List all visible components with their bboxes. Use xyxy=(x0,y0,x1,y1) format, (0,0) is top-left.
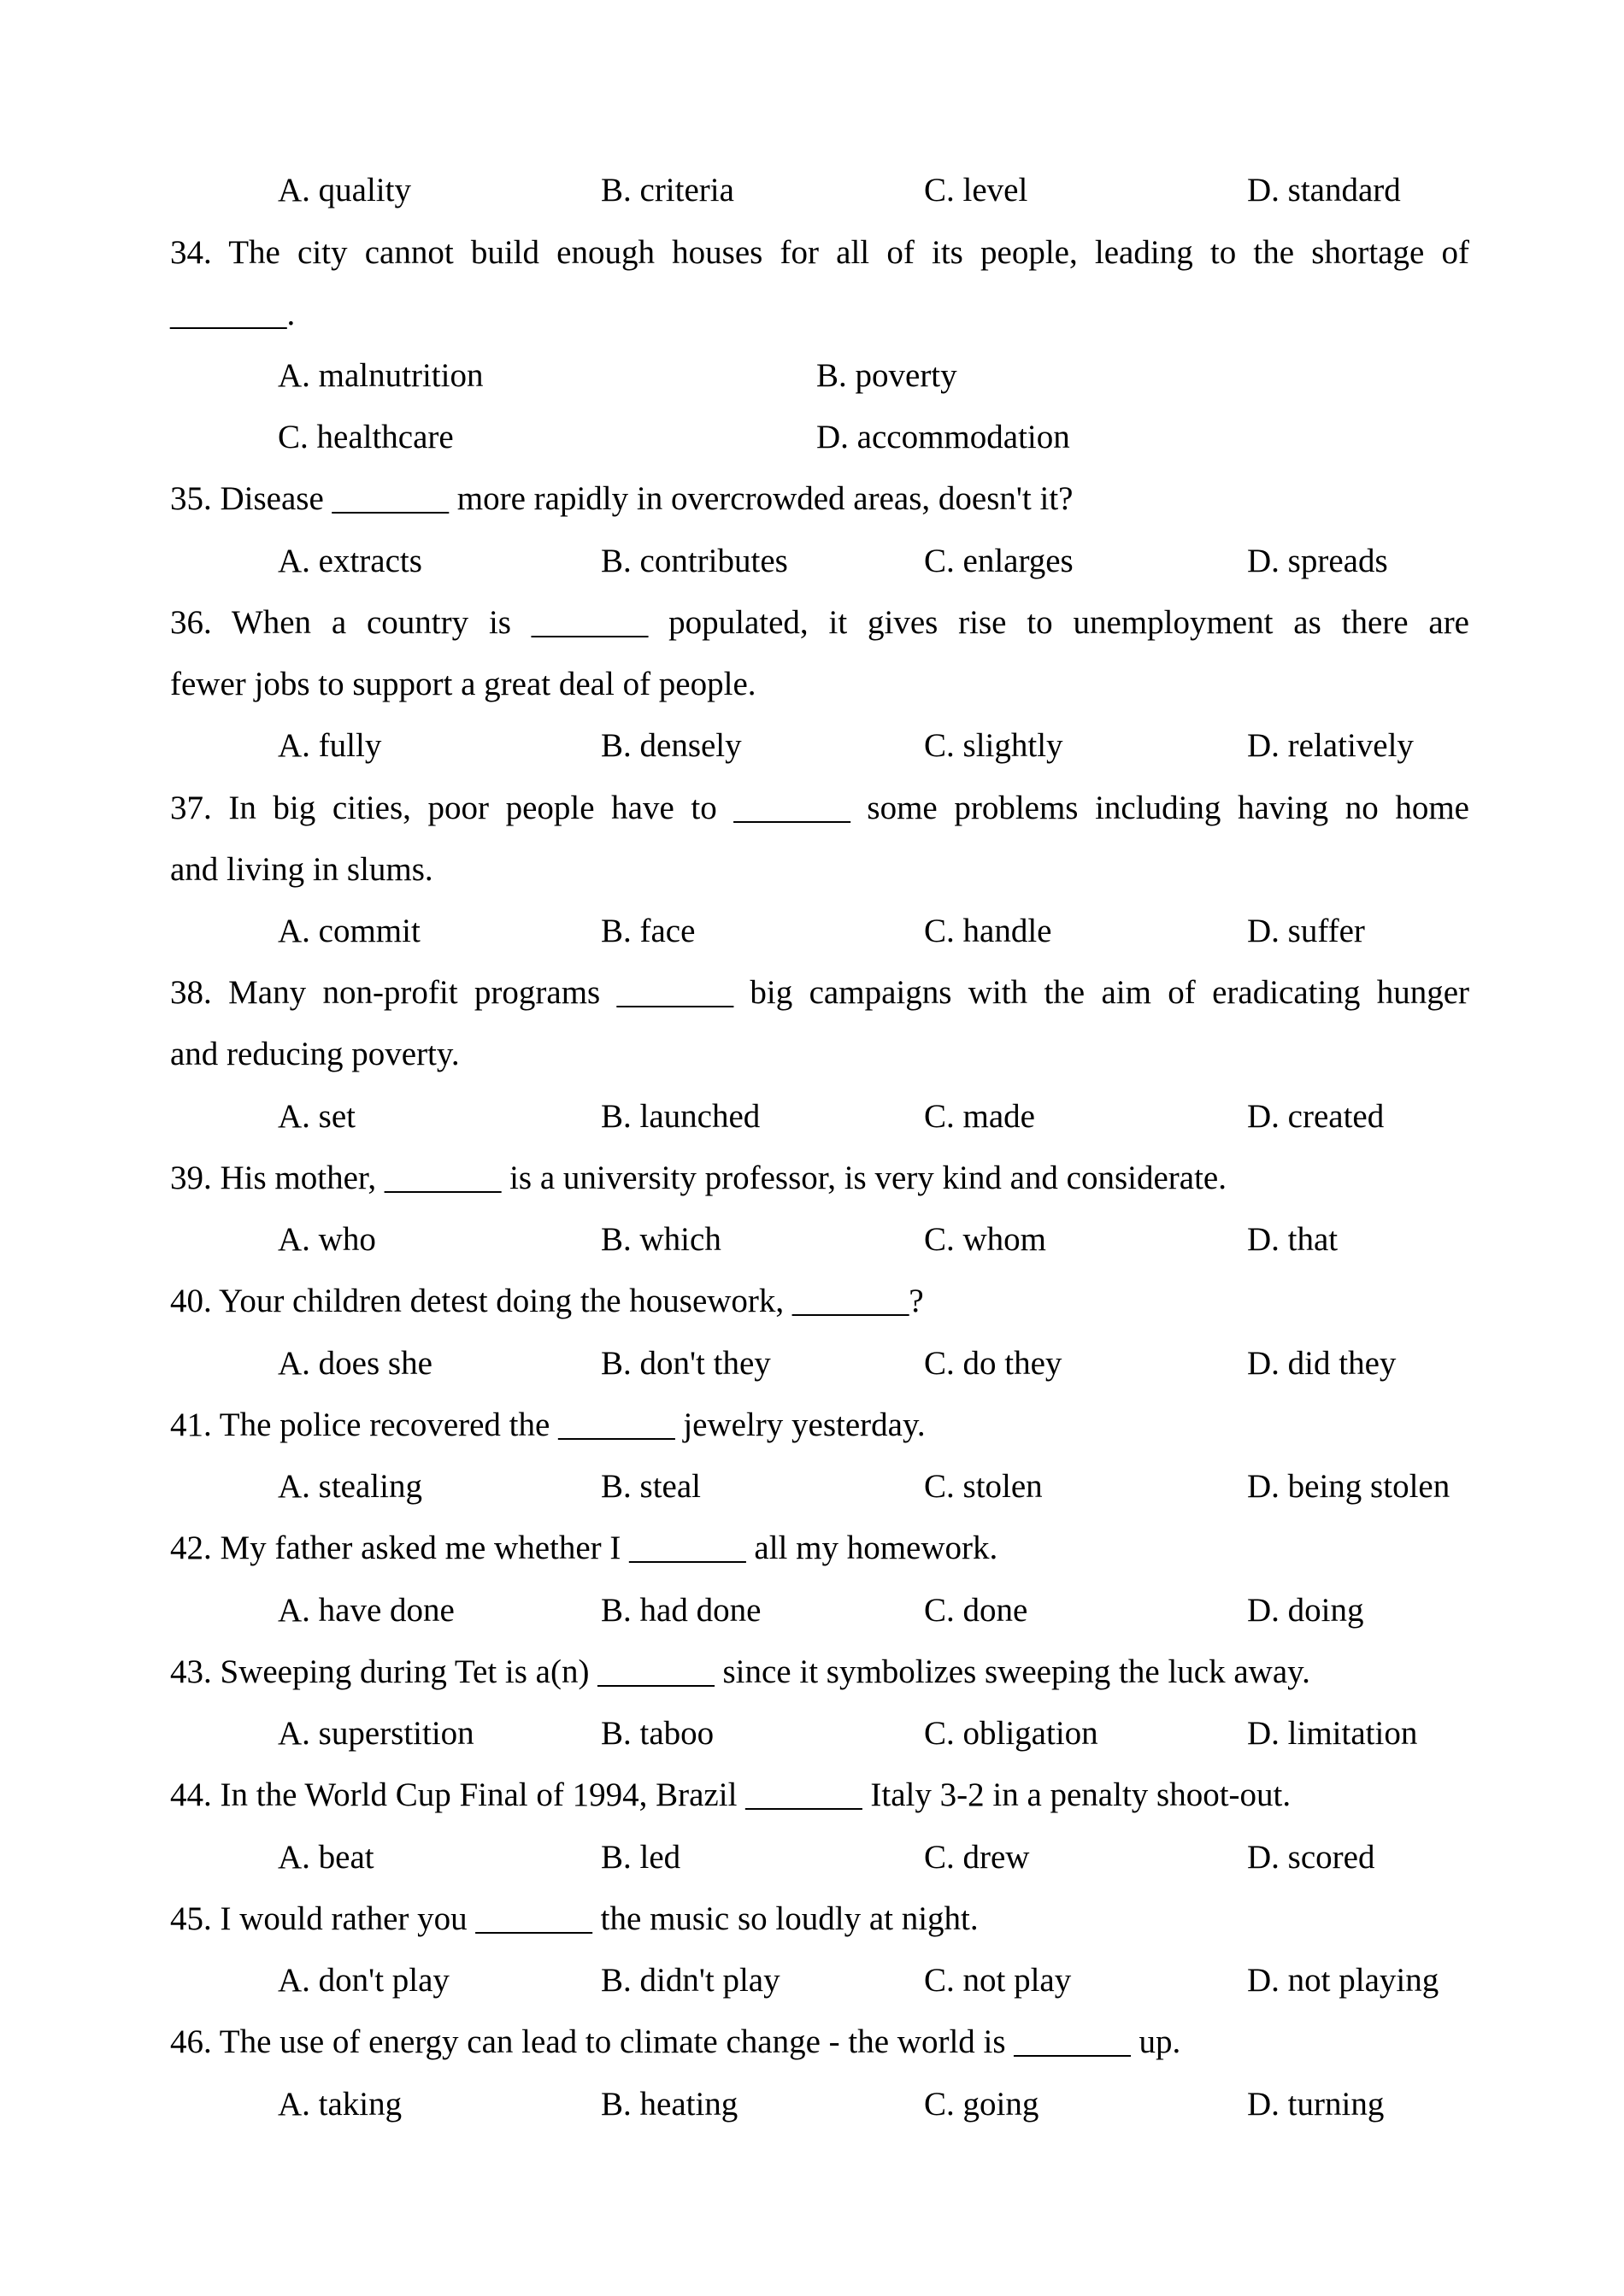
q46-option-b: B. heating xyxy=(601,2086,738,2123)
q35-question: 35. Disease _______ more rapidly in overcrowded areas, doesn't it? xyxy=(170,480,1074,517)
q34-option-d: D. accommodation xyxy=(816,419,1070,455)
q38-option-d: D. created xyxy=(1247,1098,1385,1135)
q35-option-a: A. extracts xyxy=(278,543,422,579)
q41-option-d: D. being stolen xyxy=(1247,1468,1450,1505)
q38-question-line-1: 38. Many non-profit programs _______ big campaigns with the aim of eradicating hunger xyxy=(170,974,1469,1011)
q45-option-d: D. not playing xyxy=(1247,1962,1439,1999)
q45-options xyxy=(170,1960,1469,2001)
q36-option-c: C. slightly xyxy=(924,727,1063,764)
q38-options xyxy=(170,1096,1469,1137)
q44-option-c: C. drew xyxy=(924,1839,1030,1876)
q35-option-d: D. spreads xyxy=(1247,543,1388,579)
q46-options xyxy=(170,2084,1469,2125)
q39-option-c: C. whom xyxy=(924,1221,1047,1258)
q37-option-a: A. commit xyxy=(278,913,421,949)
q41-option-c: C. stolen xyxy=(924,1468,1043,1505)
q37-option-b: B. face xyxy=(601,913,696,949)
q41-option-a: A. stealing xyxy=(278,1468,422,1505)
q46-question: 46. The use of energy can lead to climate change - the world is _______ up. xyxy=(170,2023,1181,2060)
q42-options xyxy=(170,1590,1469,1631)
q42-option-b: B. had done xyxy=(601,1592,762,1629)
q34-options-row-1 xyxy=(170,355,1469,396)
q46-option-a: A. taking xyxy=(278,2086,403,2123)
q34-question-line-2: _______. xyxy=(170,296,296,332)
q39-option-d: D. that xyxy=(1247,1221,1339,1258)
q42-question: 42. My father asked me whether I _______ all my homework. xyxy=(170,1530,998,1566)
q38-option-c: C. made xyxy=(924,1098,1035,1135)
q35-options xyxy=(170,541,1469,582)
q42-option-c: C. done xyxy=(924,1592,1028,1629)
q39-options xyxy=(170,1219,1469,1260)
q44-option-a: A. beat xyxy=(278,1839,374,1876)
q38-question-line-2: and reducing poverty. xyxy=(170,1036,460,1072)
q33-option-a: A. quality xyxy=(278,172,411,208)
q45-option-b: B. didn't play xyxy=(601,1962,780,1999)
q36-options xyxy=(170,725,1469,766)
q34-options-row-2 xyxy=(170,417,1469,458)
q43-question: 43. Sweeping during Tet is a(n) _______ since it symbolizes sweeping the luck away. xyxy=(170,1653,1310,1690)
q39-option-a: A. who xyxy=(278,1221,376,1258)
q36-question-line-1: 36. When a country is _______ populated, it gives rise to unemployment as there are xyxy=(170,604,1469,641)
q36-question-line-2: fewer jobs to support a great deal of people. xyxy=(170,666,756,702)
q44-option-d: D. scored xyxy=(1247,1839,1375,1876)
q36-option-b: B. densely xyxy=(601,727,742,764)
q46-option-d: D. turning xyxy=(1247,2086,1385,2123)
q43-option-b: B. taboo xyxy=(601,1715,715,1752)
q42-option-d: D. doing xyxy=(1247,1592,1364,1629)
q35-option-c: C. enlarges xyxy=(924,543,1074,579)
q34-option-c: C. healthcare xyxy=(278,419,454,455)
q37-question-line-2: and living in slums. xyxy=(170,851,433,888)
q39-option-b: B. which xyxy=(601,1221,721,1258)
q33-option-d: D. standard xyxy=(1247,172,1401,208)
q40-question: 40. Your children detest doing the housework, _______? xyxy=(170,1283,924,1319)
q40-option-c: C. do they xyxy=(924,1345,1062,1382)
q40-option-b: B. don't they xyxy=(601,1345,771,1382)
q39-question: 39. His mother, _______ is a university professor, is very kind and considerate. xyxy=(170,1160,1227,1196)
q36-option-a: A. fully xyxy=(278,727,382,764)
q45-option-c: C. not play xyxy=(924,1962,1072,1999)
q38-option-a: A. set xyxy=(278,1098,356,1135)
q43-option-c: C. obligation xyxy=(924,1715,1098,1752)
q41-option-b: B. steal xyxy=(601,1468,701,1505)
q33-option-c: C. level xyxy=(924,172,1028,208)
q40-option-d: D. did they xyxy=(1247,1345,1397,1382)
q44-option-b: B. led xyxy=(601,1839,681,1876)
q37-options xyxy=(170,911,1469,952)
q44-question: 44. In the World Cup Final of 1994, Brazil _______ Italy 3-2 in a penalty shoot-out. xyxy=(170,1776,1292,1813)
q42-option-a: A. have done xyxy=(278,1592,455,1629)
q44-options xyxy=(170,1837,1469,1878)
q43-options xyxy=(170,1713,1469,1754)
q40-option-a: A. does she xyxy=(278,1345,432,1382)
q37-option-c: C. handle xyxy=(924,913,1052,949)
q45-option-a: A. don't play xyxy=(278,1962,450,1999)
q43-option-a: A. superstition xyxy=(278,1715,474,1752)
q38-option-b: B. launched xyxy=(601,1098,761,1135)
q33-options xyxy=(170,170,1469,211)
q34-option-a: A. malnutrition xyxy=(278,357,484,394)
q46-option-c: C. going xyxy=(924,2086,1039,2123)
q43-option-d: D. limitation xyxy=(1247,1715,1418,1752)
q37-option-d: D. suffer xyxy=(1247,913,1365,949)
q36-option-d: D. relatively xyxy=(1247,727,1414,764)
q35-option-b: B. contributes xyxy=(601,543,788,579)
q41-question: 41. The police recovered the _______ jewelry yesterday. xyxy=(170,1406,926,1443)
q34-option-b: B. poverty xyxy=(816,357,957,394)
q45-question: 45. I would rather you _______ the music so loudly at night. xyxy=(170,1900,979,1937)
q37-question-line-1: 37. In big cities, poor people have to _______ some problems including having no home xyxy=(170,790,1469,826)
q41-options xyxy=(170,1466,1469,1507)
q34-question-line-1: 34. The city cannot build enough houses for all of its people, leading to the shortage of xyxy=(170,234,1469,271)
q40-options xyxy=(170,1343,1469,1384)
q33-option-b: B. criteria xyxy=(601,172,734,208)
